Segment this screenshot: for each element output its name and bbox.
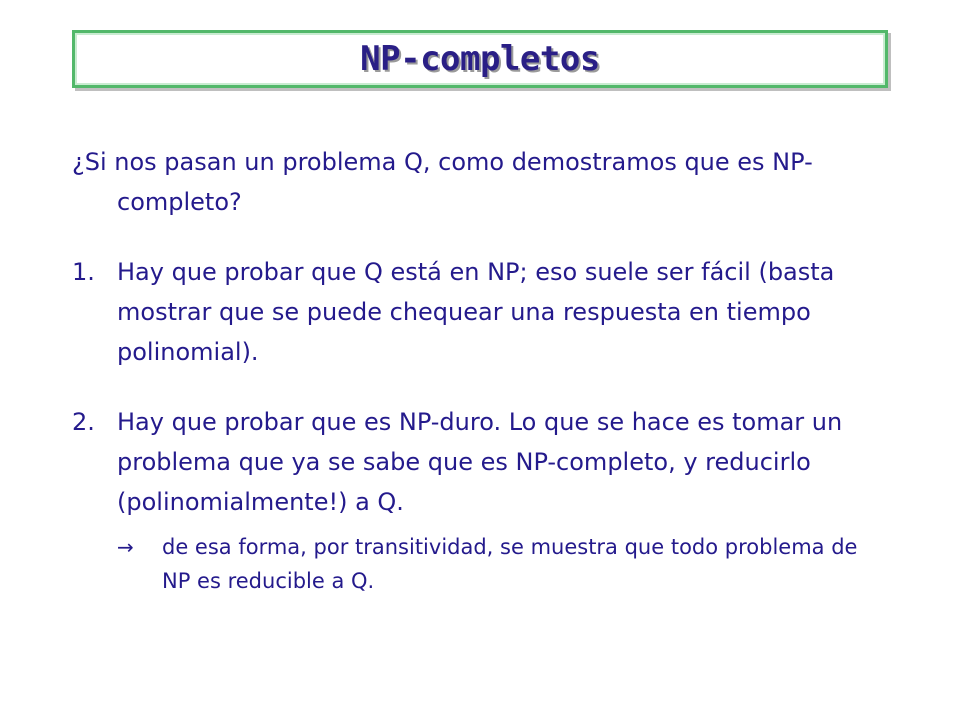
slide-title: NP-completos bbox=[360, 39, 600, 79]
slide-content bbox=[72, 142, 892, 598]
list-number-2: 2. bbox=[72, 408, 95, 436]
intro-question: ¿Si nos pasan un problema Q, como demostramos que es NP-completo? bbox=[72, 148, 813, 216]
list-item-1 bbox=[72, 252, 892, 372]
sub-item-conclusion bbox=[117, 530, 892, 598]
title-box bbox=[72, 30, 888, 88]
list-text-1: Hay que probar que Q está en NP; eso suele ser fácil (basta mostrar que se puede chequear una respuesta en tiempo polinomial). bbox=[117, 258, 835, 366]
list-number-1: 1. bbox=[72, 258, 95, 286]
list-item-2 bbox=[72, 402, 892, 522]
sub-item-text: de esa forma, por transitividad, se muestra que todo problema de NP es reducible a Q. bbox=[162, 535, 858, 593]
arrow-right-icon: → bbox=[117, 535, 134, 559]
list-text-2: Hay que probar que es NP-duro. Lo que se hace es tomar un problema que ya se sabe que es NP-completo, y reducirlo (polinomialmente!) a Q. bbox=[117, 408, 843, 516]
